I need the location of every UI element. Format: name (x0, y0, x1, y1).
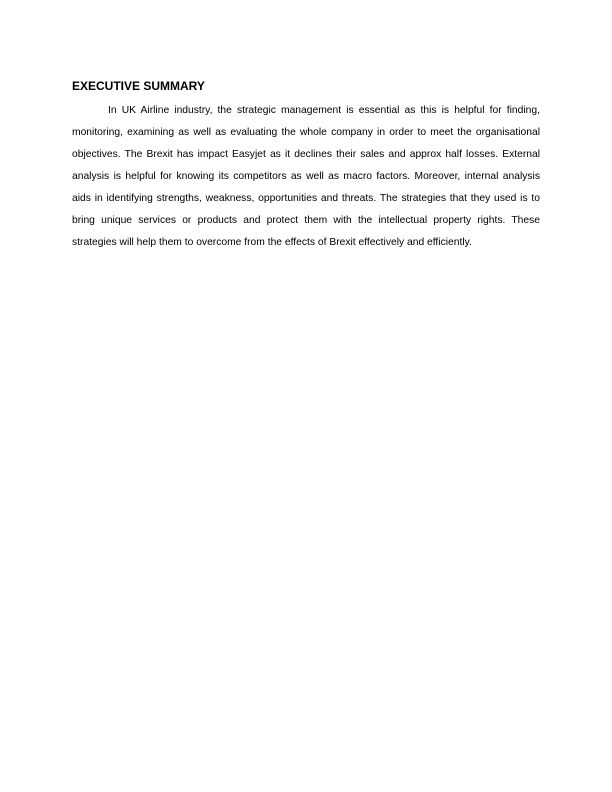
section-heading: EXECUTIVE SUMMARY (72, 79, 205, 93)
document-content (72, 78, 540, 254)
summary-paragraph: In UK Airline industry, the strategic management is essential as this is helpful for finding, monitoring, examining as well as evaluating the whole company in order to meet the organisational objectives. The Brexit has impact Easyjet as it declines their sales and approx half losses. External analysis is helpful for knowing its competitors as well as macro factors. Moreover, internal analysis aids in identifying strengths, weakness, opportunities and threats. The strategies that they used is to bring unique services or products and protect them with the intellectual property rights. These strategies will help them to overcome from the effects of Brexit effectively and efficiently. (72, 105, 540, 248)
